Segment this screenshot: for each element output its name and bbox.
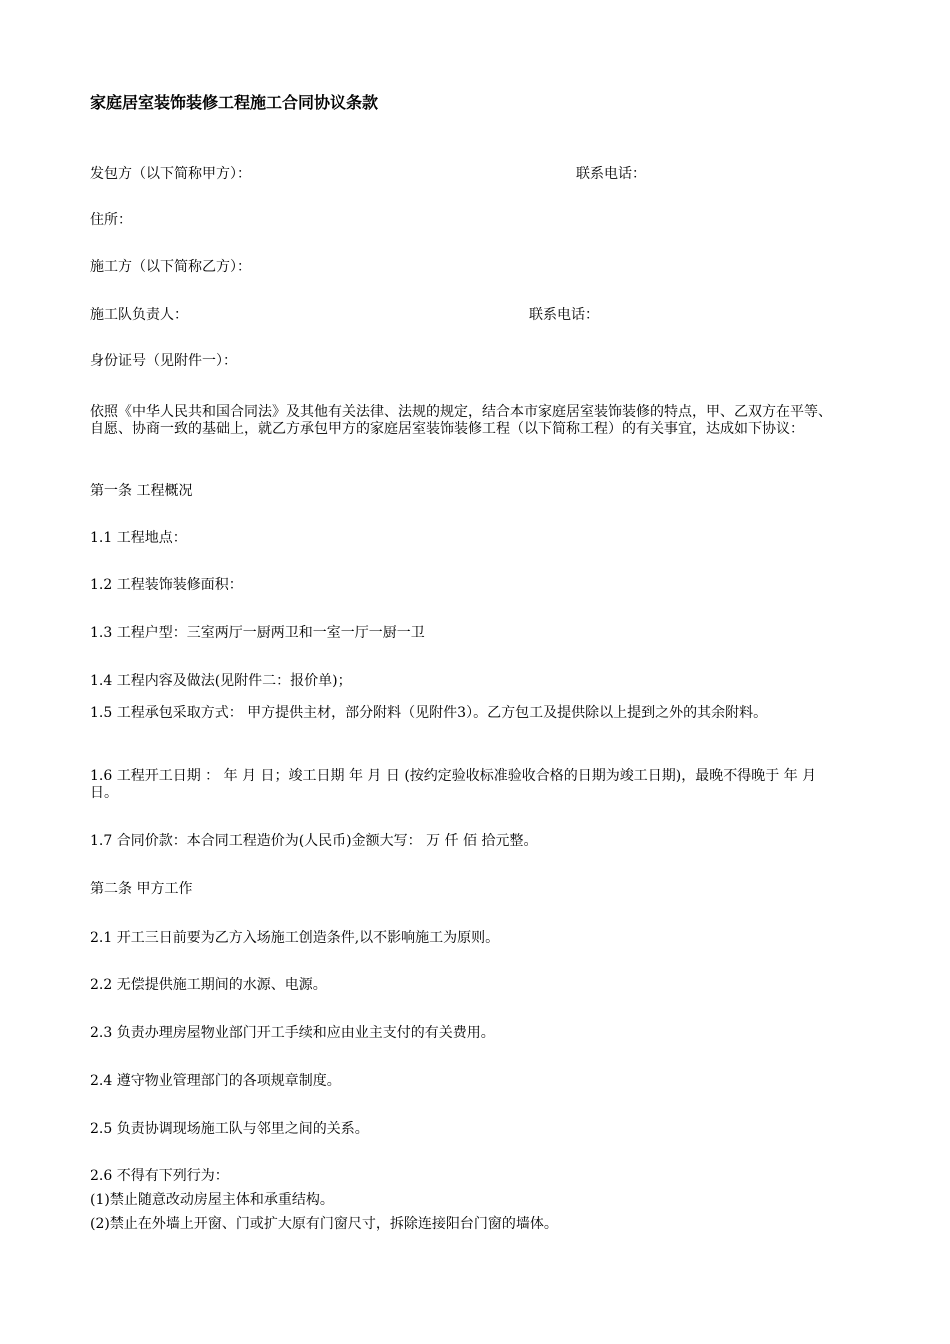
clause-2-3: 2.3 负责办理房屋物业部门开工手续和应由业主支付的有关费用。 [90, 1025, 495, 1041]
article1-heading: 第一条 工程概况 [90, 483, 193, 499]
clause-2-2: 2.2 无偿提供施工期间的水源、电源。 [90, 977, 327, 993]
clause-1-3: 1.3 工程户型：三室两厅一厨两卫和一室一厅一厨一卫 [90, 625, 425, 641]
clause-2-5: 2.5 负责协调现场施工队与邻里之间的关系。 [90, 1121, 369, 1137]
id-number-label: 身份证号（见附件一）： [90, 353, 237, 369]
clause-1-1: 1.1 工程地点： [90, 530, 187, 546]
team-leader-label: 施工队负责人： [90, 307, 188, 323]
team-leader-phone-label: 联系电话： [529, 307, 599, 323]
address-label: 住所： [90, 212, 132, 228]
clause-2-4: 2.4 遵守物业管理部门的各项规章制度。 [90, 1073, 341, 1089]
party-a-label: 发包方（以下简称甲方）： [90, 166, 251, 182]
clause-1-7: 1.7 合同价款：本合同工程造价为(人民币)金额大写： 万 仟 佰 拾元整。 [90, 833, 538, 849]
party-a-phone-label: 联系电话： [576, 166, 646, 182]
clause-1-2: 1.2 工程装饰装修面积： [90, 577, 243, 593]
clause-1-6: 1.6 工程开工日期 ： 年 月 日；竣工日期 年 月 日 (按约定验收标准验收合格的日期为竣工日期)，最晚不得晚于 年 月 日。 [90, 768, 817, 801]
clause-2-1: 2.1 开工三日前要为乙方入场施工创造条件,以不影响施工为原则。 [90, 930, 500, 946]
clause-1-4: 1.4 工程内容及做法(见附件二：报价单)； [90, 673, 352, 689]
party-b-label: 施工方（以下简称乙方）： [90, 259, 251, 275]
article2-heading: 第二条 甲方工作 [90, 881, 193, 897]
clause-2-6-item-1: (1)禁止随意改动房屋主体和承重结构。 [90, 1192, 334, 1208]
preamble-paragraph: 依照《中华人民共和国合同法》及其他有关法律、法规的规定，结合本市家庭居室装饰装修的特点，甲、乙双方在平等、自愿、协商一致的基础上，就乙方承包甲方的家庭居室装饰装修工程（以下简称工程）的有关事宜，达成如下协议： [90, 404, 832, 437]
clause-1-5: 1.5 工程承包采取方式： 甲方提供主材，部分附料（见附件3）。乙方包工及提供除以上提到之外的其余附料。 [90, 705, 768, 721]
clause-2-6: 2.6 不得有下列行为： [90, 1168, 229, 1184]
clause-2-6-item-2: (2)禁止在外墙上开窗、门或扩大原有门窗尺寸，拆除连接阳台门窗的墙体。 [90, 1216, 558, 1232]
document-title: 家庭居室装饰装修工程施工合同协议条款 [90, 93, 379, 112]
